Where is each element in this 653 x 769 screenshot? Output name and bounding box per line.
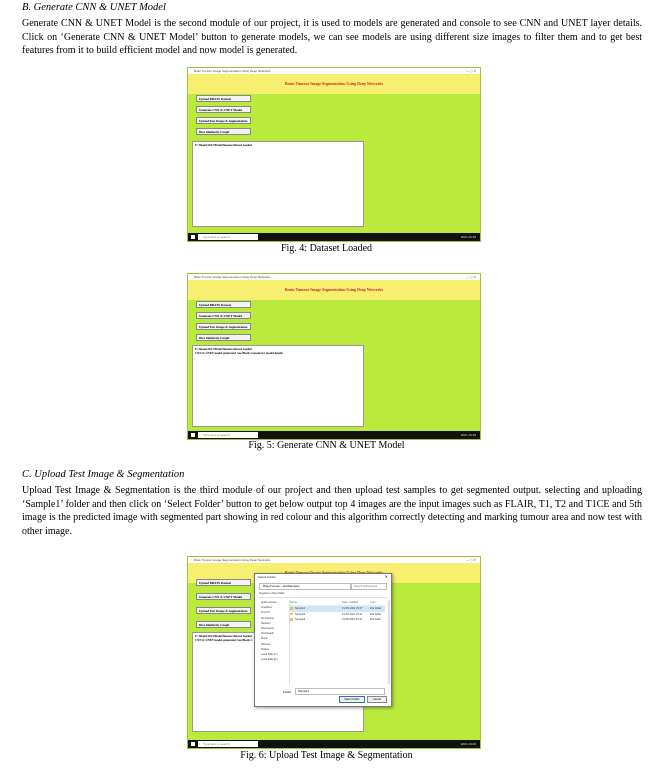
console-line: E:/Shami/2021/BrainTumour/dataset loaded: [195, 347, 252, 351]
dice-graph-button[interactable]: Dice Similarity Graph: [196, 334, 251, 341]
nav-item[interactable]: Desktop: [261, 621, 271, 625]
window-title: Brain Tumour Image Segmentation Using Deep Networks: [194, 275, 271, 279]
nav-item[interactable]: Music: [261, 637, 268, 641]
cancel-button[interactable]: Cancel: [367, 696, 387, 703]
file-date: 19-05-2021 15:27: [342, 618, 363, 622]
output-console[interactable]: [192, 141, 364, 227]
windows-start-icon[interactable]: [191, 235, 195, 239]
fig5-screenshot: [187, 273, 481, 440]
taskbar: [188, 431, 480, 439]
nav-item[interactable]: Local Disk (E:): [261, 658, 278, 662]
section-c-heading: C. Upload Test Image & Segmentation: [22, 469, 185, 480]
nav-item[interactable]: 3D Objects: [261, 616, 274, 620]
app-banner: Brain Tumour Image Segmentation Using Deep Networks: [188, 74, 480, 94]
nav-item[interactable]: Videos: [261, 647, 269, 651]
fig6-screenshot: [187, 556, 481, 749]
column-type[interactable]: Type: [370, 601, 376, 604]
window-controls[interactable]: — ▢ ✕: [465, 69, 476, 73]
system-tray[interactable]: ENG 16:46: [461, 433, 476, 437]
nav-item[interactable]: Pictures: [261, 642, 271, 646]
nav-item[interactable]: Documents: [261, 627, 275, 631]
scrollbar[interactable]: [388, 600, 390, 684]
file-row[interactable]: [290, 617, 385, 622]
fig4-screenshot: [187, 67, 481, 242]
console-line: CNN & UNET model generated. See Black C: [195, 638, 253, 642]
section-b-heading: B. Generate CNN & UNET Model: [22, 2, 166, 13]
taskbar-apps[interactable]: [268, 741, 332, 747]
console-line: E:/Shami/2021/BrainTumour/dataset loaded: [195, 143, 252, 147]
taskbar-search[interactable]: Type here to search: [198, 432, 258, 438]
file-date: 19-05-2021 15:27: [342, 612, 363, 616]
file-type: File folder: [370, 607, 382, 611]
upload-test-button[interactable]: Upload Test Image & Segmentation: [196, 323, 251, 330]
windows-start-icon[interactable]: [191, 433, 195, 437]
fig4-caption: Fig. 4: Dataset Loaded: [280, 243, 373, 254]
column-date[interactable]: Date modified: [342, 601, 359, 604]
file-type: File folder: [370, 612, 382, 616]
dice-graph-button[interactable]: Dice Similarity Graph: [196, 621, 251, 628]
console-line: E:/Shami/2021/BrainTumour/dataset loaded: [195, 634, 252, 638]
system-tray[interactable]: ENG 16:46: [461, 235, 476, 239]
upload-test-button[interactable]: Upload Test Image & Segmentation: [196, 117, 251, 124]
dialog-title: Select Folder: [258, 575, 276, 579]
select-folder-dialog: [254, 573, 392, 707]
upload-test-button[interactable]: Upload Test Image & Segmentation: [196, 607, 251, 614]
window-title: Brain Tumour Image Segmentation Using Deep Networks: [194, 558, 271, 562]
column-name[interactable]: Name: [290, 601, 297, 604]
search-input[interactable]: Search testSamples: [351, 583, 387, 590]
generate-model-button[interactable]: Generate CNN & UNET Model: [196, 106, 251, 113]
windows-start-icon[interactable]: [191, 742, 195, 746]
taskbar: [188, 740, 480, 748]
file-type: File folder: [370, 618, 382, 622]
folder-input[interactable]: Sample1: [295, 688, 385, 695]
nav-item[interactable]: This PC: [261, 611, 271, 615]
dice-graph-button[interactable]: Dice Similarity Graph: [196, 128, 251, 135]
window-controls[interactable]: — ▢ ✕: [465, 558, 476, 562]
nav-item[interactable]: OneDrive: [261, 606, 272, 610]
close-icon[interactable]: ✕: [384, 574, 388, 579]
upload-dataset-button[interactable]: Upload BRATS Dataset: [196, 301, 251, 308]
folder-icon: [290, 618, 293, 621]
file-name: Sample3: [295, 618, 306, 622]
taskbar-apps[interactable]: [268, 234, 332, 240]
folder-icon: [290, 607, 293, 610]
address-bar[interactable]: BrainTumour › testSamples: [259, 583, 351, 590]
nav-item[interactable]: Downloads: [261, 632, 274, 636]
nav-item[interactable]: Local Disk (C:): [261, 653, 279, 657]
upload-dataset-button[interactable]: Upload BRATS Dataset: [196, 95, 251, 102]
section-c-paragraph: Upload Test Image & Segmentation is the third module of our project and then upload test samples to get segmented output. selecting and uploading ‘Sample1’ folder and then click on ‘Select Folder’ button to get below output top 4 images are the input images such as FLAIR, T1, T2 and T1CE and 5th image is the predicted image with segmented part showing in red colour and this algorithm correctly detecting and marking tumour area and now test with other image.: [22, 485, 642, 537]
upload-dataset-button[interactable]: Upload BRATS Dataset: [196, 579, 251, 586]
window-title: Brain Tumour Image Segmentation Using Deep Networks: [194, 69, 271, 73]
window-controls[interactable]: — ▢ ✕: [465, 275, 476, 279]
taskbar-apps[interactable]: [268, 432, 332, 438]
taskbar: [188, 233, 480, 241]
app-banner: Brain Tumour Image Segmentation Using Deep Networks: [188, 280, 480, 300]
dialog-toolbar[interactable]: Organize ▾ New folder: [259, 592, 387, 598]
file-list[interactable]: [290, 600, 385, 684]
taskbar-search[interactable]: Type here to search: [198, 741, 258, 747]
select-folder-button[interactable]: Select Folder: [339, 696, 365, 703]
file-date: 19-05-2021 15:27: [342, 607, 363, 611]
nav-item[interactable]: Quick access: [261, 601, 277, 604]
section-b-paragraph: Generate CNN & UNET Model is the second module of our project, it is used to models are generated and console to see CNN and UNET layer details. Click on ‘Generate CNN & UNET Model’ button to generate models, we can see models are using different size images to filter them and to get best features from it to build efficient model and now model is generated.: [22, 18, 642, 56]
navigation-pane[interactable]: [259, 600, 290, 684]
file-name: Sample2: [295, 612, 306, 616]
fig6-caption: Fig. 6: Upload Test Image & Segmentation: [240, 750, 413, 761]
system-tray[interactable]: ENG 16:46: [461, 742, 476, 746]
console-line: CNN & UNET model generated. See Black Console for model details: [195, 351, 283, 355]
generate-model-button[interactable]: Generate CNN & UNET Model: [196, 593, 251, 600]
folder-icon: [290, 613, 293, 616]
generate-model-button[interactable]: Generate CNN & UNET Model: [196, 312, 251, 319]
fig5-caption: Fig. 5: Generate CNN & UNET Model: [248, 440, 405, 451]
taskbar-search[interactable]: Type here to search: [198, 234, 258, 240]
folder-label: Folder:: [283, 690, 292, 694]
output-console[interactable]: [192, 345, 364, 427]
file-name: Sample1: [295, 607, 306, 611]
